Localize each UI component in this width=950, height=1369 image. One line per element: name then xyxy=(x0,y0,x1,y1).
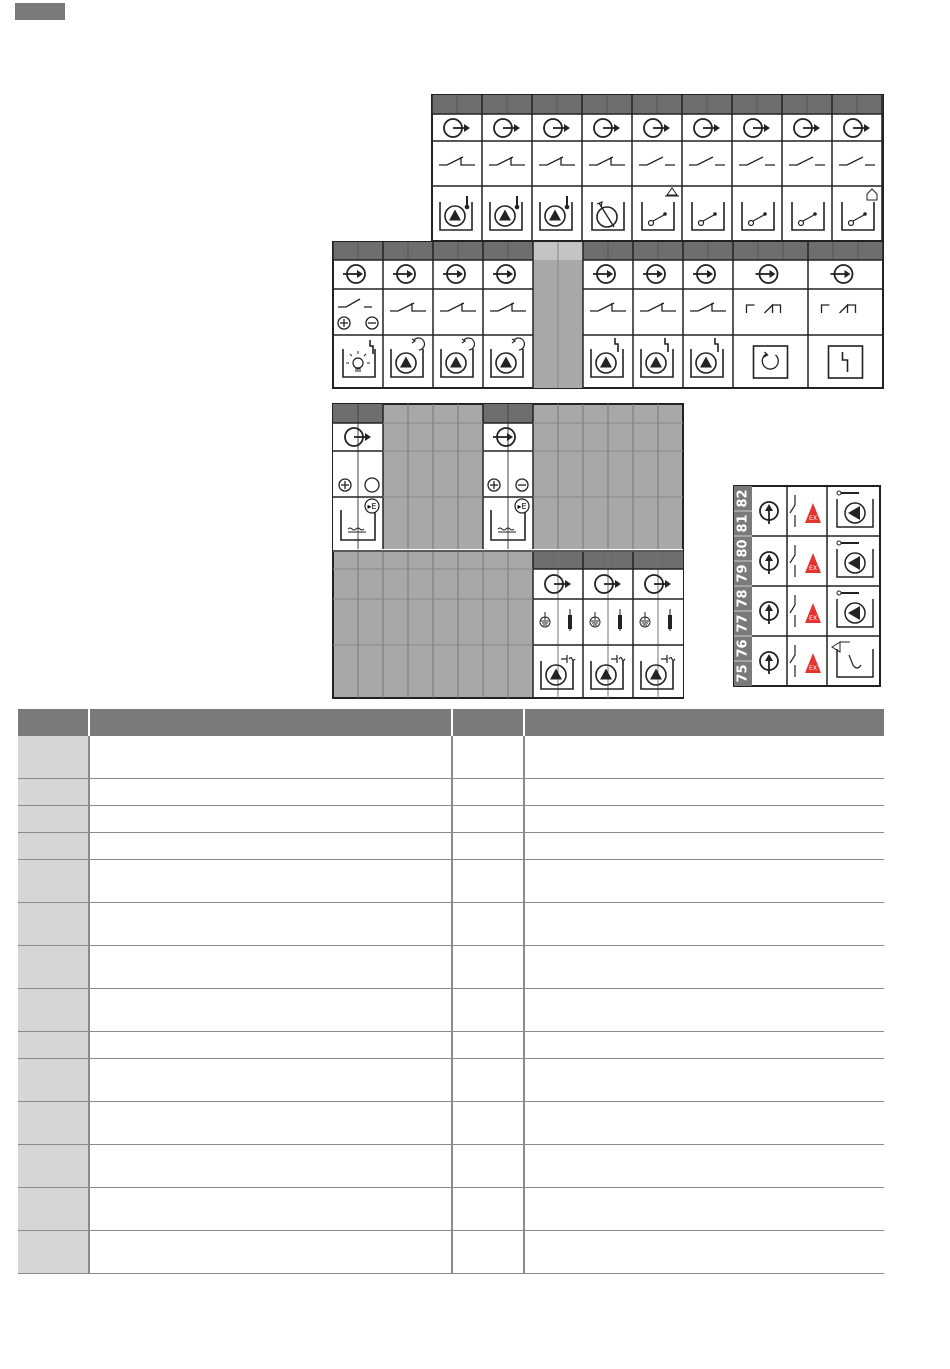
table-row xyxy=(18,1231,884,1274)
table-cell xyxy=(452,806,524,833)
table-cell xyxy=(452,1059,524,1102)
table-row xyxy=(18,946,884,989)
table-cell xyxy=(452,736,524,779)
table-cell xyxy=(18,989,89,1032)
table-row xyxy=(18,1188,884,1231)
table-cell xyxy=(18,1102,89,1145)
table-cell xyxy=(524,736,884,779)
table-cell xyxy=(452,779,524,806)
table-cell xyxy=(524,1102,884,1145)
table-cell xyxy=(89,1145,452,1188)
table-cell xyxy=(524,989,884,1032)
table-cell xyxy=(452,833,524,860)
table-header-cell xyxy=(452,709,524,736)
table-cell xyxy=(524,1145,884,1188)
terminal-number: 82 xyxy=(735,489,751,508)
table-row xyxy=(18,903,884,946)
table-row xyxy=(18,1145,884,1188)
table-cell xyxy=(18,1231,89,1274)
svg-text:EX: EX xyxy=(809,615,817,622)
header-tab xyxy=(15,3,65,20)
terminal-number: 76 xyxy=(735,639,751,658)
table-cell xyxy=(18,779,89,806)
table-cell xyxy=(452,989,524,1032)
table-row xyxy=(18,1032,884,1059)
table-cell xyxy=(89,1102,452,1145)
table-cell xyxy=(524,806,884,833)
terminal-block-lower xyxy=(332,403,684,699)
table-row xyxy=(18,779,884,806)
terminal-number: 79 xyxy=(735,564,751,583)
table-row xyxy=(18,1059,884,1102)
table-header-cell xyxy=(89,709,452,736)
table-cell xyxy=(18,736,89,779)
table-cell xyxy=(18,1059,89,1102)
table-cell xyxy=(18,946,89,989)
table-cell xyxy=(524,833,884,860)
table-cell xyxy=(524,1188,884,1231)
table-cell xyxy=(89,736,452,779)
terminal-block-top xyxy=(431,94,884,242)
table-cell xyxy=(524,946,884,989)
terminal-number: 80 xyxy=(735,539,751,558)
table-cell xyxy=(524,779,884,806)
table-cell xyxy=(89,989,452,1032)
table-row xyxy=(18,806,884,833)
table-cell xyxy=(524,1059,884,1102)
table-cell xyxy=(452,1188,524,1231)
table-cell xyxy=(89,806,452,833)
terminal-description-table xyxy=(18,709,884,1274)
table-row xyxy=(18,1102,884,1145)
terminal-block-middle xyxy=(332,241,884,389)
table-cell xyxy=(524,1231,884,1274)
table-cell xyxy=(452,1102,524,1145)
table-cell xyxy=(524,860,884,903)
table-cell xyxy=(89,779,452,806)
table-row xyxy=(18,736,884,779)
table-cell xyxy=(452,1145,524,1188)
table-cell xyxy=(452,903,524,946)
table-cell xyxy=(452,946,524,989)
table-row xyxy=(18,833,884,860)
svg-text:EX: EX xyxy=(809,515,817,522)
terminal-strip-75-82 xyxy=(733,485,881,687)
table-row xyxy=(18,989,884,1032)
table-cell xyxy=(89,946,452,989)
table-cell xyxy=(18,860,89,903)
table-cell xyxy=(89,1032,452,1059)
table-header-row xyxy=(18,709,884,736)
table-row xyxy=(18,860,884,903)
table-cell xyxy=(89,1188,452,1231)
svg-text:▸E: ▸E xyxy=(367,502,377,511)
table-header-cell xyxy=(524,709,884,736)
table-cell xyxy=(18,806,89,833)
svg-text:▸E: ▸E xyxy=(517,502,527,511)
table-cell xyxy=(452,860,524,903)
svg-text:EX: EX xyxy=(809,565,817,572)
table-cell xyxy=(89,833,452,860)
table-cell xyxy=(89,860,452,903)
svg-text:EX: EX xyxy=(809,665,817,672)
table-cell xyxy=(452,1231,524,1274)
terminal-number: 77 xyxy=(735,614,751,633)
table-cell xyxy=(18,1188,89,1231)
table-cell xyxy=(524,903,884,946)
table-cell xyxy=(89,903,452,946)
table-cell xyxy=(18,1145,89,1188)
table-cell xyxy=(89,1231,452,1274)
terminal-number: 81 xyxy=(735,514,751,533)
table-cell xyxy=(18,903,89,946)
table-cell xyxy=(89,1059,452,1102)
terminal-number: 78 xyxy=(735,589,751,608)
table-cell xyxy=(452,1032,524,1059)
table-header-cell xyxy=(18,709,89,736)
terminal-number: 75 xyxy=(735,664,751,683)
table-cell xyxy=(18,833,89,860)
table-cell xyxy=(18,1032,89,1059)
table-cell xyxy=(524,1032,884,1059)
